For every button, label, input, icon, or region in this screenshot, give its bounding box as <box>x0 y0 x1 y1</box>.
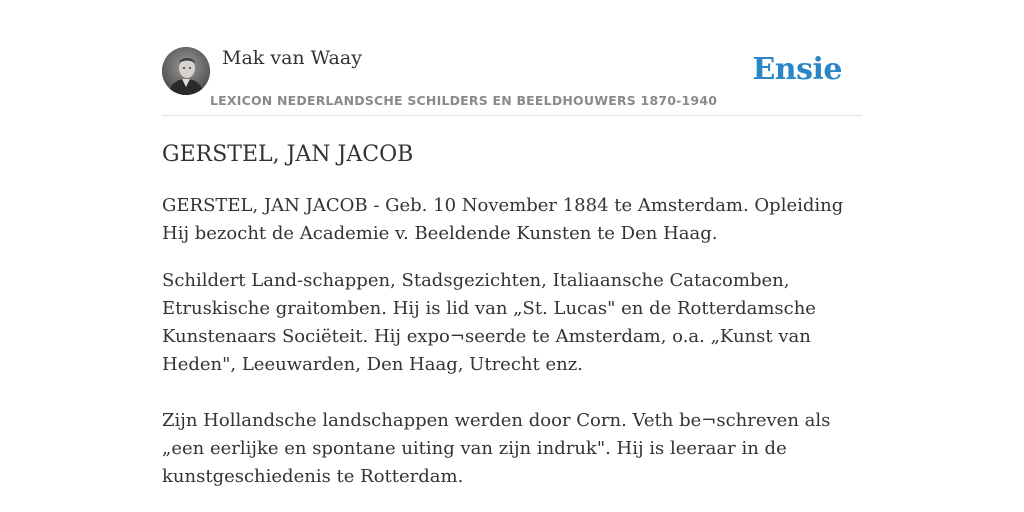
lexicon-subtitle[interactable]: LEXICON NEDERLANDSCHE SCHILDERS EN BEELDHOUWERS 1870-1940 <box>210 93 718 108</box>
article-paragraph: Schildert Land-schappen, Stadsgezichten, Italiaansche Catacomben, Etruskische graitomben. Hij is lid van „St. Lucas" en de Rotterdamsche Kunstenaars Sociëteit. Hij expo¬seerde te Amsterdam, o.a. „Kunst van Heden", Leeuwarden, Den Haag, Utrecht enz. <box>162 270 816 375</box>
portrait-icon <box>162 47 210 95</box>
article-paragraph: Zijn Hollandsche landschappen werden door Corn. Veth be¬schreven als „een eerlijke en spontane uiting van zijn indruk". Hij is leeraar in de kunstgeschiedenis te Rotterdam. <box>162 410 831 487</box>
author-avatar[interactable] <box>162 47 210 95</box>
article-paragraph: GERSTEL, JAN JACOB - Geb. 10 November 1884 te Amsterdam. Opleiding Hij bezocht de Academie v. Beeldende Kunsten te Den Haag. <box>162 195 844 244</box>
page-container <box>162 0 862 487</box>
ensie-logo[interactable]: Ensie <box>752 52 842 87</box>
article-title: GERSTEL, JAN JACOB <box>162 142 414 167</box>
author-name[interactable]: Mak van Waay <box>222 47 362 69</box>
header <box>162 0 862 116</box>
